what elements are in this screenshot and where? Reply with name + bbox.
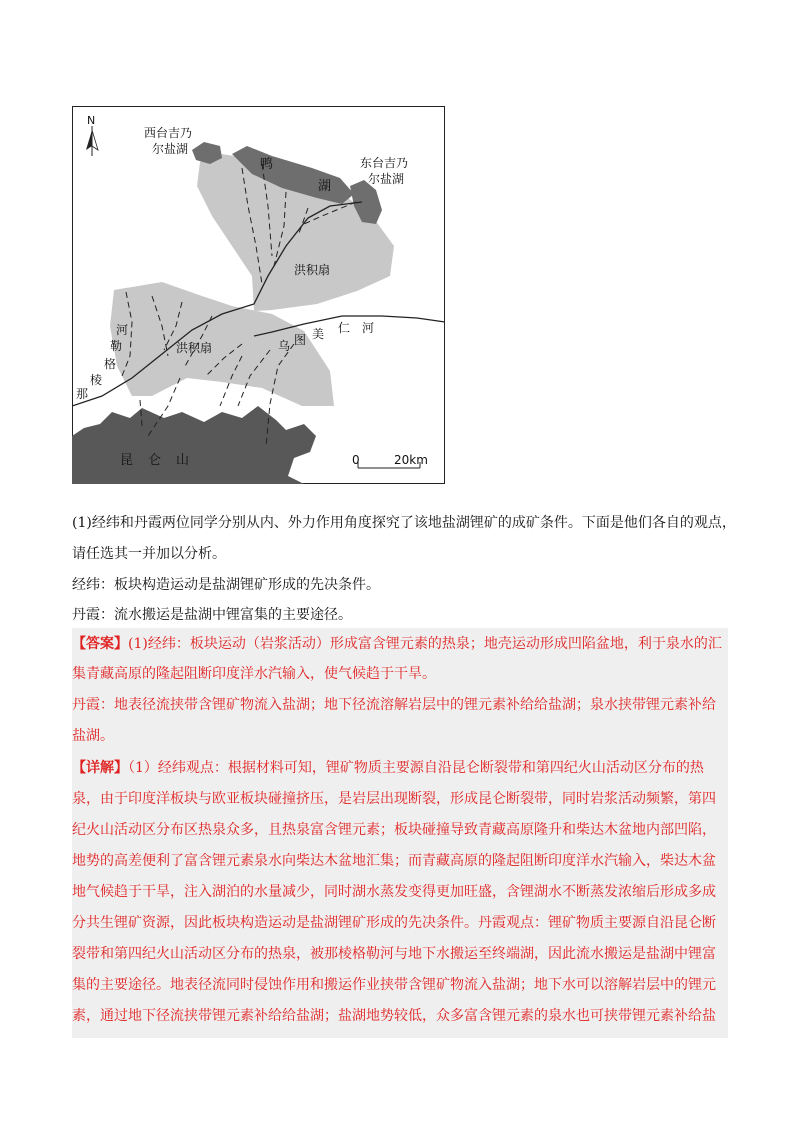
wutu-river-char-1: 乌 [278, 339, 291, 353]
kunlun-char-3: 山 [176, 453, 190, 468]
detail-line-5: 地气候趋于干旱，注入湖泊的水量减少，同时湖水蒸发变得更加旺盛，含锂湖水不断蒸发浓缩后形成多成 [72, 884, 716, 900]
answer-block [72, 628, 728, 1038]
question-line-4: 丹霞：流水搬运是盐湖中锂富集的主要途径。 [72, 607, 352, 623]
alluvial-fan-label-2: 洪积扇 [176, 341, 213, 355]
east-lake-label-2: 尔盐湖 [368, 172, 405, 186]
question-line-3: 经纬：板块构造运动是盐湖锂矿形成的先决条件。 [72, 577, 380, 593]
west-lake-label-2: 尔盐湖 [152, 142, 189, 156]
detail-line-3: 纪火山活动区分布区热泉众多，且热泉富含锂元素；板块碰撞导致青藏高原隆升和柴达木盆地内部凹陷， [72, 822, 716, 838]
answer-line-3: 丹霞：地表径流挟带含锂矿物流入盐湖；地下径流溶解岩层中的锂元素补给给盐湖；泉水挟带锂元素补给 [72, 697, 716, 713]
north-label: N [87, 114, 96, 127]
naling-river-char-4: 勒 [110, 339, 123, 353]
answer-tag: 【答案】 [72, 636, 128, 652]
map-figure [72, 106, 445, 484]
detail-tag: 【详解】 [72, 760, 128, 776]
detail-line-7: 裂带和第四纪火山活动区分布的热泉，被那棱格勒河与地下水搬运至终端湖，因此流水搬运是盐湖中锂富 [72, 946, 716, 962]
east-lake-label-1: 东台吉乃 [360, 156, 409, 170]
yahu-label-1: 鸭 [260, 157, 274, 172]
question-line-2: 请任选其一并加以分析。 [72, 546, 226, 562]
kunlun-char-1: 昆 [120, 453, 134, 468]
answer-line-4: 盐湖。 [72, 728, 114, 744]
question-line-1: (1)经纬和丹霞两位同学分别从内、外力作用角度探究了该地盐湖锂矿的成矿条件。下面是他们各自的观点， [72, 515, 736, 531]
answer-line-2: 集青藏高原的隆起阻断印度洋水汽输入，使气候趋于干旱。 [72, 666, 436, 682]
detail-line-8: 集的主要途径。地表径流同时侵蚀作用和搬运作业挟带含锂矿物流入盐湖；地下水可以溶解岩层中的锂元 [72, 977, 716, 993]
wutu-river-char-4: 仁 [338, 321, 351, 335]
naling-river-char-2: 棱 [90, 373, 103, 387]
detail-line-6: 分共生锂矿资源，因此板块构造运动是盐湖锂矿形成的先决条件。丹霞观点：锂矿物质主要源自沿昆仑断 [72, 915, 716, 931]
naling-river-char-5: 河 [116, 323, 129, 337]
detail-line-2: 泉，由于印度洋板块与欧亚板块碰撞挤压，是岩层出现断裂，形成昆仑断裂带，同时岩浆活动频繁，第四 [72, 791, 716, 807]
wutu-river-char-5: 河 [362, 321, 375, 335]
detail-line-9: 素，通过地下径流挟带锂元素补给给盐湖；盐湖地势较低，众多富含锂元素的泉水也可挟带锂元素补给盐 [72, 1008, 716, 1024]
detail-line-4: 地势的高差便利了富含锂元素泉水向柴达木盆地汇集；而青藏高原的隆起阻断印度洋水汽输入，柴达木盆 [72, 853, 716, 869]
wutu-river-char-3: 美 [312, 327, 325, 341]
scale-max: 20km [394, 453, 428, 467]
naling-river-char-3: 格 [104, 357, 117, 371]
yahu-label-2: 湖 [318, 179, 332, 194]
naling-river-char-1: 那 [76, 387, 89, 401]
scale-zero: 0 [352, 453, 360, 467]
detail-line-1: 【详解】（1）经纬观点：根据材料可知，锂矿物质主要源自沿昆仑断裂带和第四纪火山活动区分布的热 [72, 760, 704, 776]
alluvial-fan-label-1: 洪积扇 [294, 263, 331, 277]
kunlun-char-2: 仑 [148, 453, 162, 468]
west-lake-label-1: 西台吉乃 [144, 126, 193, 140]
answer-line-1: 【答案】(1)经纬：板块运动（岩浆活动）形成富含锂元素的热泉；地壳运动形成凹陷盆地，利于泉水的汇 [72, 636, 722, 652]
wutu-river-char-2: 图 [294, 333, 307, 347]
salt-lake-map [72, 106, 445, 484]
